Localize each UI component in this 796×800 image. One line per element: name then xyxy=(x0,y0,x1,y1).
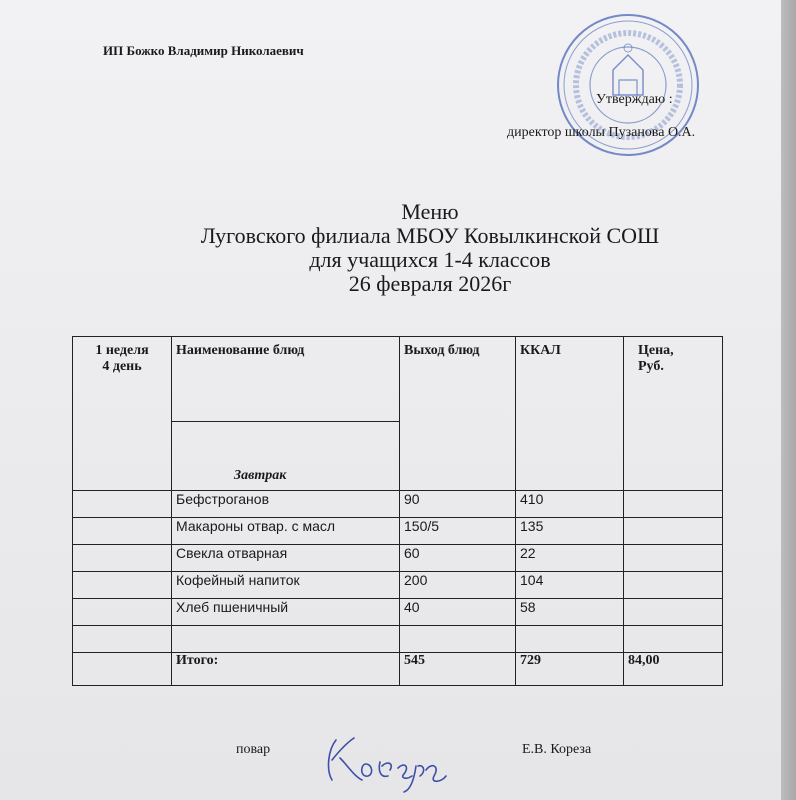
dish-kcal: 104 xyxy=(516,572,624,599)
dish-price xyxy=(624,518,723,545)
output-header: Выход блюд xyxy=(400,337,516,491)
table-row xyxy=(73,599,723,626)
dish-kcal: 410 xyxy=(516,491,624,518)
dish-price xyxy=(624,599,723,626)
total-price: 84,00 xyxy=(624,653,723,686)
table-header-row xyxy=(73,337,723,422)
dish-output xyxy=(400,626,516,653)
table-row xyxy=(73,572,723,599)
dish-output: 150/5 xyxy=(400,518,516,545)
dish-name: Макароны отвар. с масл xyxy=(172,518,400,545)
cook-name: Е.В. Кореза xyxy=(522,742,592,757)
total-kcal: 729 xyxy=(516,653,624,686)
dish-name: Бефстроганов xyxy=(172,491,400,518)
dish-output: 90 xyxy=(400,491,516,518)
table-row xyxy=(73,518,723,545)
table-row xyxy=(73,626,723,653)
dish-price xyxy=(624,545,723,572)
dish-kcal: 58 xyxy=(516,599,624,626)
section-breakfast: Завтрак xyxy=(172,422,400,491)
kcal-header: ККАЛ xyxy=(516,337,624,491)
title-line-2: Луговского филиала МБОУ Ковылкинской СОШ xyxy=(200,223,660,248)
dish-price xyxy=(624,572,723,599)
dish-output: 200 xyxy=(400,572,516,599)
approval-label: Утверждаю : xyxy=(596,92,673,107)
dish-output: 40 xyxy=(400,599,516,626)
company-name: ИП Божко Владимир Николаевич xyxy=(103,43,304,58)
menu-title xyxy=(100,200,760,296)
dish-name: Хлеб пшеничный xyxy=(172,599,400,626)
total-row xyxy=(73,653,723,686)
dish-name: Кофейный напиток xyxy=(172,572,400,599)
week-day-header: 1 неделя 4 день xyxy=(73,337,172,491)
dish-kcal xyxy=(516,626,624,653)
dish-price xyxy=(624,626,723,653)
title-line-1: Меню xyxy=(401,199,459,224)
dish-name xyxy=(172,626,400,653)
title-line-4: 26 февраля 2026г xyxy=(348,271,512,296)
dish-output: 60 xyxy=(400,545,516,572)
price-header: Цена, Руб. xyxy=(624,337,723,491)
page-edge xyxy=(781,0,796,800)
total-output: 545 xyxy=(400,653,516,686)
menu-table xyxy=(72,336,723,686)
dish-name: Свекла отварная xyxy=(172,545,400,572)
table-row xyxy=(73,491,723,518)
title-line-3: для учащихся 1-4 классов xyxy=(309,247,551,272)
total-label: Итого: xyxy=(172,653,400,686)
dish-name-header: Наименование блюд xyxy=(172,337,400,422)
director-signature-line: директор школы Пузанова О.А. xyxy=(507,125,696,140)
cook-signature xyxy=(318,720,453,795)
table-row xyxy=(73,545,723,572)
dish-kcal: 135 xyxy=(516,518,624,545)
dish-price xyxy=(624,491,723,518)
dish-kcal: 22 xyxy=(516,545,624,572)
cook-label: повар xyxy=(236,742,271,757)
